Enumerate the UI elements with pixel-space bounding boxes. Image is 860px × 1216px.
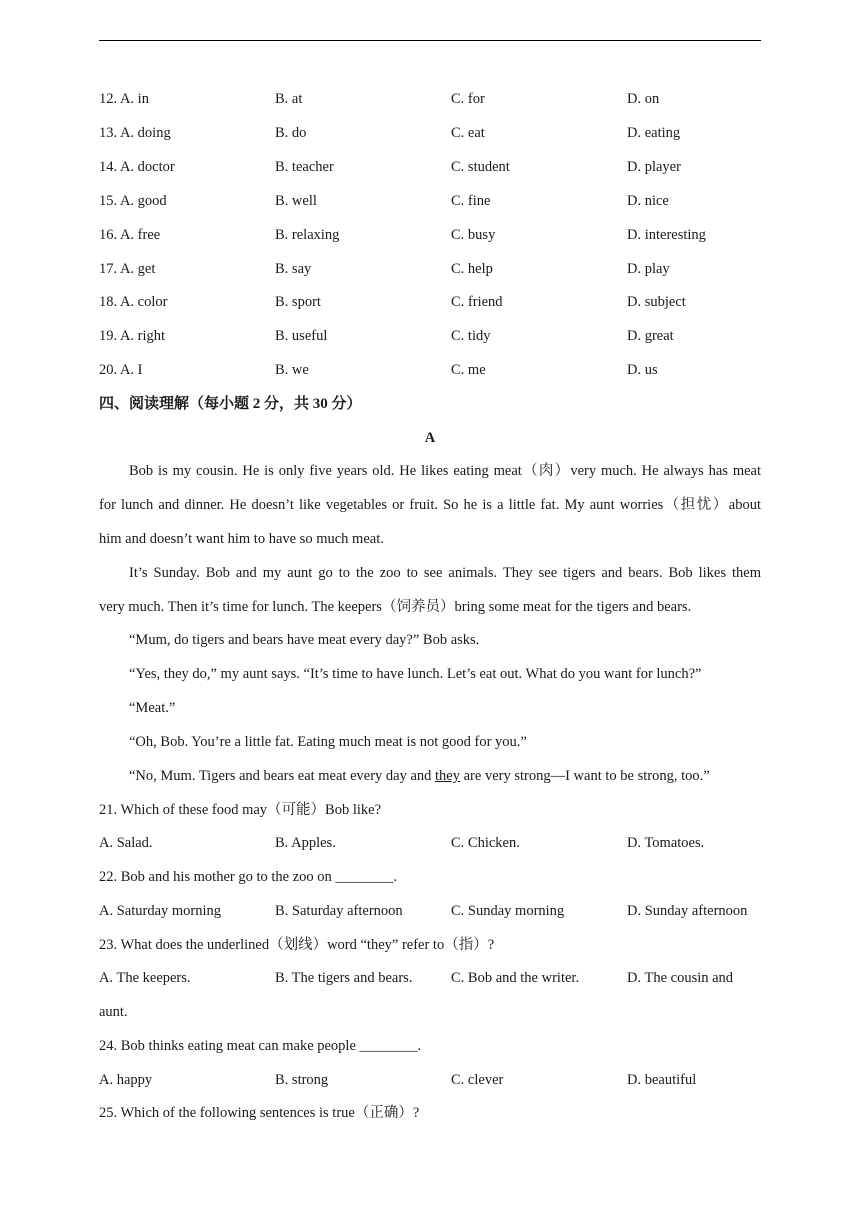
passage-title: A <box>424 430 436 446</box>
passage-line: “Yes, they do,” my aunt says. “It’s time to have lunch. Let’s eat out. What do you want for lunch?” <box>129 666 702 682</box>
option-c: C. Bob and the writer. <box>451 970 580 986</box>
option-a: 13. A. doing <box>99 125 171 141</box>
option-row-13 <box>99 121 761 145</box>
option-c: C. tidy <box>451 328 491 344</box>
option-a: 17. A. get <box>99 261 156 277</box>
option-c: C. Chicken. <box>451 835 520 851</box>
option-d: D. The cousin and <box>627 970 734 986</box>
option-b: B. say <box>275 261 312 277</box>
option-a: A. Salad. <box>99 835 153 851</box>
option-c: C. me <box>451 362 486 378</box>
option-c: C. clever <box>451 1072 504 1088</box>
passage-line: very much. Then it’s time for lunch. The keepers（饲养员）bring some meat for the tigers and bears. <box>99 599 692 615</box>
header-rule <box>99 40 761 41</box>
passage-line <box>129 764 761 788</box>
option-a: 18. A. color <box>99 294 168 310</box>
passage-line: “Oh, Bob. You’re a little fat. Eating much meat is not good for you.” <box>129 734 527 750</box>
option-b: B. teacher <box>275 159 334 175</box>
option-d: D. nice <box>627 193 669 209</box>
question-stem: 23. What does the underlined（划线）word “they” refer to（指）? <box>99 937 495 953</box>
option-b: B. well <box>275 193 317 209</box>
option-c: C. student <box>451 159 510 175</box>
option-b: B. useful <box>275 328 328 344</box>
option-b: B. sport <box>275 294 321 310</box>
option-a: 14. A. doctor <box>99 159 175 175</box>
passage-line: “Meat.” <box>129 700 176 716</box>
answer-options <box>99 899 761 923</box>
option-c: C. for <box>451 91 485 107</box>
option-b: B. relaxing <box>275 227 340 243</box>
passage-line: “Mum, do tigers and bears have meat every day?” Bob asks. <box>129 632 480 648</box>
option-b: B. we <box>275 362 309 378</box>
option-d: D. on <box>627 91 660 107</box>
option-c: C. busy <box>451 227 496 243</box>
option-a: A. happy <box>99 1072 153 1088</box>
option-a: 15. A. good <box>99 193 167 209</box>
option-d: D. eating <box>627 125 681 141</box>
option-row-19 <box>99 324 761 348</box>
question-stem: 21. Which of these food may（可能）Bob like? <box>99 802 382 818</box>
passage-line: for lunch and dinner. He doesn’t like vegetables or fruit. So he is a little fat. My aunt worries（担忧）about <box>99 497 761 513</box>
option-a: 19. A. right <box>99 328 166 344</box>
option-row-20 <box>99 358 761 382</box>
option-d-continued: aunt. <box>99 1004 128 1020</box>
section-heading: 四、阅读理解（每小题 2 分，共 30 分） <box>99 396 362 412</box>
question-stem: 25. Which of the following sentences is true（正确）? <box>99 1105 420 1121</box>
answer-options <box>99 1068 761 1092</box>
option-d: D. play <box>627 261 670 277</box>
option-row-14 <box>99 155 761 179</box>
option-b: B. Saturday afternoon <box>275 903 403 919</box>
option-a: 12. A. in <box>99 91 149 107</box>
option-b: B. do <box>275 125 307 141</box>
option-row-12 <box>99 87 761 111</box>
option-row-16 <box>99 223 761 247</box>
passage-line: It’s Sunday. Bob and my aunt go to the zoo to see animals. They see tigers and bears. Bob likes them <box>129 565 761 581</box>
option-b: B. Apples. <box>275 835 336 851</box>
option-c: C. fine <box>451 193 491 209</box>
option-d: D. player <box>627 159 681 175</box>
passage-text: “No, Mum. Tigers and bears eat meat every day and <box>129 768 436 784</box>
option-a: A. The keepers. <box>99 970 191 986</box>
option-d: D. great <box>627 328 674 344</box>
option-c: C. help <box>451 261 493 277</box>
option-b: B. at <box>275 91 303 107</box>
option-row-18 <box>99 290 761 314</box>
option-b: B. The tigers and bears. <box>275 970 413 986</box>
question-stem: 22. Bob and his mother go to the zoo on ________. <box>99 869 398 885</box>
option-d: D. beautiful <box>627 1072 697 1088</box>
option-a: 16. A. free <box>99 227 161 243</box>
option-d: D. subject <box>627 294 686 310</box>
option-d: D. us <box>627 362 658 378</box>
option-d: D. Sunday afternoon <box>627 903 748 919</box>
question-stem: 24. Bob thinks eating meat can make people ________. <box>99 1038 422 1054</box>
option-row-15 <box>99 189 761 213</box>
option-b: B. strong <box>275 1072 329 1088</box>
answer-options <box>99 966 761 990</box>
option-row-17 <box>99 257 761 281</box>
option-c: C. friend <box>451 294 503 310</box>
passage-line: Bob is my cousin. He is only five years old. He likes eating meat（肉）very much. He always has meat <box>129 463 761 479</box>
option-a: A. Saturday morning <box>99 903 222 919</box>
option-d: D. interesting <box>627 227 706 243</box>
option-c: C. eat <box>451 125 485 141</box>
option-c: C. Sunday morning <box>451 903 565 919</box>
underlined-word: they <box>435 768 460 784</box>
answer-options <box>99 831 761 855</box>
passage-line: him and doesn’t want him to have so much meat. <box>99 531 384 547</box>
option-d: D. Tomatoes. <box>627 835 705 851</box>
option-a: 20. A. I <box>99 362 143 378</box>
passage-text: are very strong—I want to be strong, too.” <box>460 768 710 784</box>
